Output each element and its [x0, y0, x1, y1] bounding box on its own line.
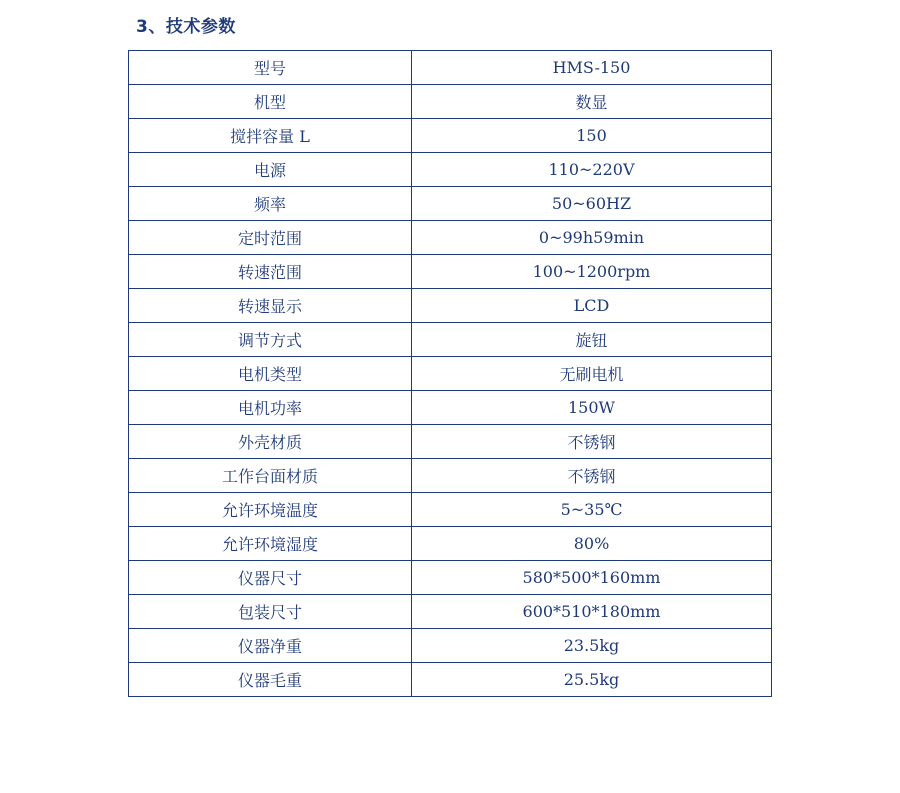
table-row	[129, 493, 772, 527]
table-row	[129, 153, 772, 187]
table-row	[129, 561, 772, 595]
table-row	[129, 357, 772, 391]
spec-value: 数显	[412, 85, 772, 119]
spec-label: 工作台面材质	[129, 459, 412, 493]
spec-value: 150W	[412, 391, 772, 425]
table-row	[129, 187, 772, 221]
spec-value: 无刷电机	[412, 357, 772, 391]
table-row	[129, 255, 772, 289]
spec-value: 旋钮	[412, 323, 772, 357]
spec-value: 不锈钢	[412, 459, 772, 493]
spec-value: 110~220V	[412, 153, 772, 187]
table-row	[129, 595, 772, 629]
table-row	[129, 425, 772, 459]
spec-label: 外壳材质	[129, 425, 412, 459]
spec-value: 5~35℃	[412, 493, 772, 527]
spec-table	[128, 50, 772, 697]
table-row	[129, 629, 772, 663]
spec-value: 580*500*160mm	[412, 561, 772, 595]
table-row	[129, 391, 772, 425]
spec-value: LCD	[412, 289, 772, 323]
spec-value: 0~99h59min	[412, 221, 772, 255]
spec-value: HMS-150	[412, 51, 772, 85]
table-row	[129, 663, 772, 697]
spec-label: 电源	[129, 153, 412, 187]
spec-value: 100~1200rpm	[412, 255, 772, 289]
spec-label: 型号	[129, 51, 412, 85]
spec-label: 包装尺寸	[129, 595, 412, 629]
table-row	[129, 527, 772, 561]
spec-value: 50~60HZ	[412, 187, 772, 221]
spec-value: 不锈钢	[412, 425, 772, 459]
spec-label: 定时范围	[129, 221, 412, 255]
spec-value: 25.5kg	[412, 663, 772, 697]
spec-label: 仪器净重	[129, 629, 412, 663]
spec-label: 允许环境温度	[129, 493, 412, 527]
spec-label: 电机功率	[129, 391, 412, 425]
spec-value: 600*510*180mm	[412, 595, 772, 629]
table-row	[129, 85, 772, 119]
table-row	[129, 221, 772, 255]
spec-label: 允许环境湿度	[129, 527, 412, 561]
table-row	[129, 459, 772, 493]
spec-label: 机型	[129, 85, 412, 119]
table-row	[129, 289, 772, 323]
spec-label: 调节方式	[129, 323, 412, 357]
spec-label: 电机类型	[129, 357, 412, 391]
table-row	[129, 323, 772, 357]
spec-label: 转速范围	[129, 255, 412, 289]
spec-value: 150	[412, 119, 772, 153]
spec-label: 转速显示	[129, 289, 412, 323]
spec-label: 仪器毛重	[129, 663, 412, 697]
table-row	[129, 51, 772, 85]
spec-label: 仪器尺寸	[129, 561, 412, 595]
spec-value: 23.5kg	[412, 629, 772, 663]
spec-value: 80%	[412, 527, 772, 561]
section-heading: 3、技术参数	[136, 17, 236, 37]
spec-label: 频率	[129, 187, 412, 221]
table-row	[129, 119, 772, 153]
spec-label: 搅拌容量 L	[129, 119, 412, 153]
